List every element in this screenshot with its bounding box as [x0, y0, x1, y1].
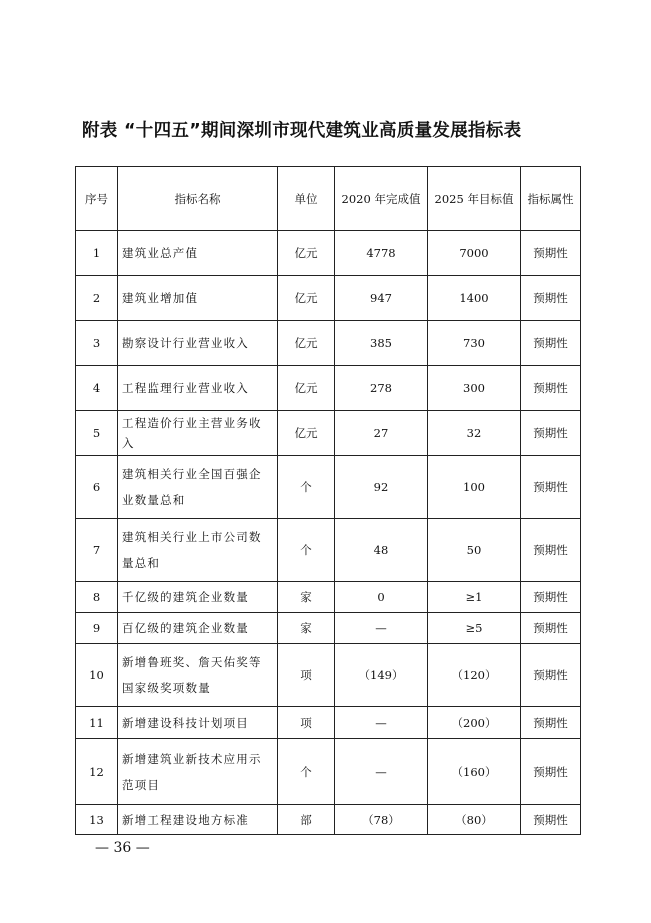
row-target-2025: 300	[428, 366, 521, 411]
row-target-2025: 32	[428, 411, 521, 456]
row-unit: 项	[278, 644, 335, 707]
header-index: 序号	[76, 167, 118, 231]
row-indicator-name: 勘察设计行业营业收入	[118, 321, 278, 366]
row-indicator-name: 建筑业增加值	[118, 276, 278, 321]
row-value-2020: （149）	[335, 644, 428, 707]
row-index: 10	[76, 644, 118, 707]
row-indicator-name: 建筑相关行业全国百强企业数量总和	[118, 456, 278, 519]
row-target-2025: （160）	[428, 739, 521, 805]
row-value-2020: 278	[335, 366, 428, 411]
row-index: 7	[76, 519, 118, 582]
table-row	[76, 613, 581, 644]
row-unit: 家	[278, 582, 335, 613]
row-attribute: 预期性	[521, 366, 581, 411]
row-value-2020: —	[335, 613, 428, 644]
row-indicator-name: 新增建设科技计划项目	[118, 707, 278, 739]
row-attribute: 预期性	[521, 739, 581, 805]
row-unit: 亿元	[278, 276, 335, 321]
table-row	[76, 644, 581, 707]
row-unit: 部	[278, 805, 335, 835]
row-index: 3	[76, 321, 118, 366]
row-unit: 个	[278, 456, 335, 519]
row-value-2020: 92	[335, 456, 428, 519]
row-index: 8	[76, 582, 118, 613]
row-attribute: 预期性	[521, 805, 581, 835]
row-attribute: 预期性	[521, 707, 581, 739]
row-index: 9	[76, 613, 118, 644]
table-row	[76, 707, 581, 739]
row-indicator-name: 工程监理行业营业收入	[118, 366, 278, 411]
row-attribute: 预期性	[521, 276, 581, 321]
row-value-2020: 947	[335, 276, 428, 321]
row-attribute: 预期性	[521, 231, 581, 276]
row-indicator-name: 新增工程建设地方标准	[118, 805, 278, 835]
table-row	[76, 805, 581, 835]
table-row	[76, 739, 581, 805]
row-indicator-name: 百亿级的建筑企业数量	[118, 613, 278, 644]
table-header-row	[76, 167, 581, 231]
row-indicator-name: 新增建筑业新技术应用示范项目	[118, 739, 278, 805]
table-row	[76, 519, 581, 582]
row-indicator-name: 建筑业总产值	[118, 231, 278, 276]
row-attribute: 预期性	[521, 456, 581, 519]
row-unit: 亿元	[278, 231, 335, 276]
row-attribute: 预期性	[521, 582, 581, 613]
row-target-2025: 50	[428, 519, 521, 582]
row-unit: 个	[278, 739, 335, 805]
table-row	[76, 366, 581, 411]
row-unit: 项	[278, 707, 335, 739]
table-row	[76, 276, 581, 321]
table-row	[76, 411, 581, 456]
indicator-table	[75, 166, 581, 835]
row-index: 13	[76, 805, 118, 835]
row-target-2025: 7000	[428, 231, 521, 276]
row-target-2025: （200）	[428, 707, 521, 739]
row-attribute: 预期性	[521, 613, 581, 644]
page-number: — 36 —	[95, 840, 150, 856]
header-target-2025: 2025 年目标值	[428, 167, 521, 231]
header-attribute: 指标属性	[521, 167, 581, 231]
row-unit: 亿元	[278, 411, 335, 456]
row-index: 5	[76, 411, 118, 456]
row-value-2020: 27	[335, 411, 428, 456]
row-indicator-name: 新增鲁班奖、詹天佑奖等国家级奖项数量	[118, 644, 278, 707]
header-unit: 单位	[278, 167, 335, 231]
row-index: 12	[76, 739, 118, 805]
row-unit: 亿元	[278, 321, 335, 366]
row-target-2025: （120）	[428, 644, 521, 707]
document-title: 附表 “十四五”期间深圳市现代建筑业高质量发展指标表	[82, 121, 522, 141]
row-target-2025: ≥5	[428, 613, 521, 644]
row-index: 11	[76, 707, 118, 739]
row-value-2020: —	[335, 739, 428, 805]
row-target-2025: ≥1	[428, 582, 521, 613]
row-unit: 个	[278, 519, 335, 582]
row-index: 2	[76, 276, 118, 321]
row-unit: 亿元	[278, 366, 335, 411]
row-value-2020: 385	[335, 321, 428, 366]
table-row	[76, 321, 581, 366]
row-target-2025: 100	[428, 456, 521, 519]
row-value-2020: —	[335, 707, 428, 739]
header-value-2020: 2020 年完成值	[335, 167, 428, 231]
table-row	[76, 582, 581, 613]
row-target-2025: 1400	[428, 276, 521, 321]
row-attribute: 预期性	[521, 519, 581, 582]
row-index: 1	[76, 231, 118, 276]
row-target-2025: 730	[428, 321, 521, 366]
row-value-2020: 0	[335, 582, 428, 613]
header-indicator-name: 指标名称	[118, 167, 278, 231]
row-value-2020: 4778	[335, 231, 428, 276]
row-attribute: 预期性	[521, 411, 581, 456]
table-row	[76, 456, 581, 519]
row-indicator-name: 千亿级的建筑企业数量	[118, 582, 278, 613]
row-index: 6	[76, 456, 118, 519]
row-attribute: 预期性	[521, 644, 581, 707]
row-indicator-name: 工程造价行业主营业务收入	[118, 411, 278, 456]
row-value-2020: 48	[335, 519, 428, 582]
row-attribute: 预期性	[521, 321, 581, 366]
row-indicator-name: 建筑相关行业上市公司数量总和	[118, 519, 278, 582]
row-target-2025: （80）	[428, 805, 521, 835]
table-row	[76, 231, 581, 276]
row-unit: 家	[278, 613, 335, 644]
row-index: 4	[76, 366, 118, 411]
row-value-2020: （78）	[335, 805, 428, 835]
